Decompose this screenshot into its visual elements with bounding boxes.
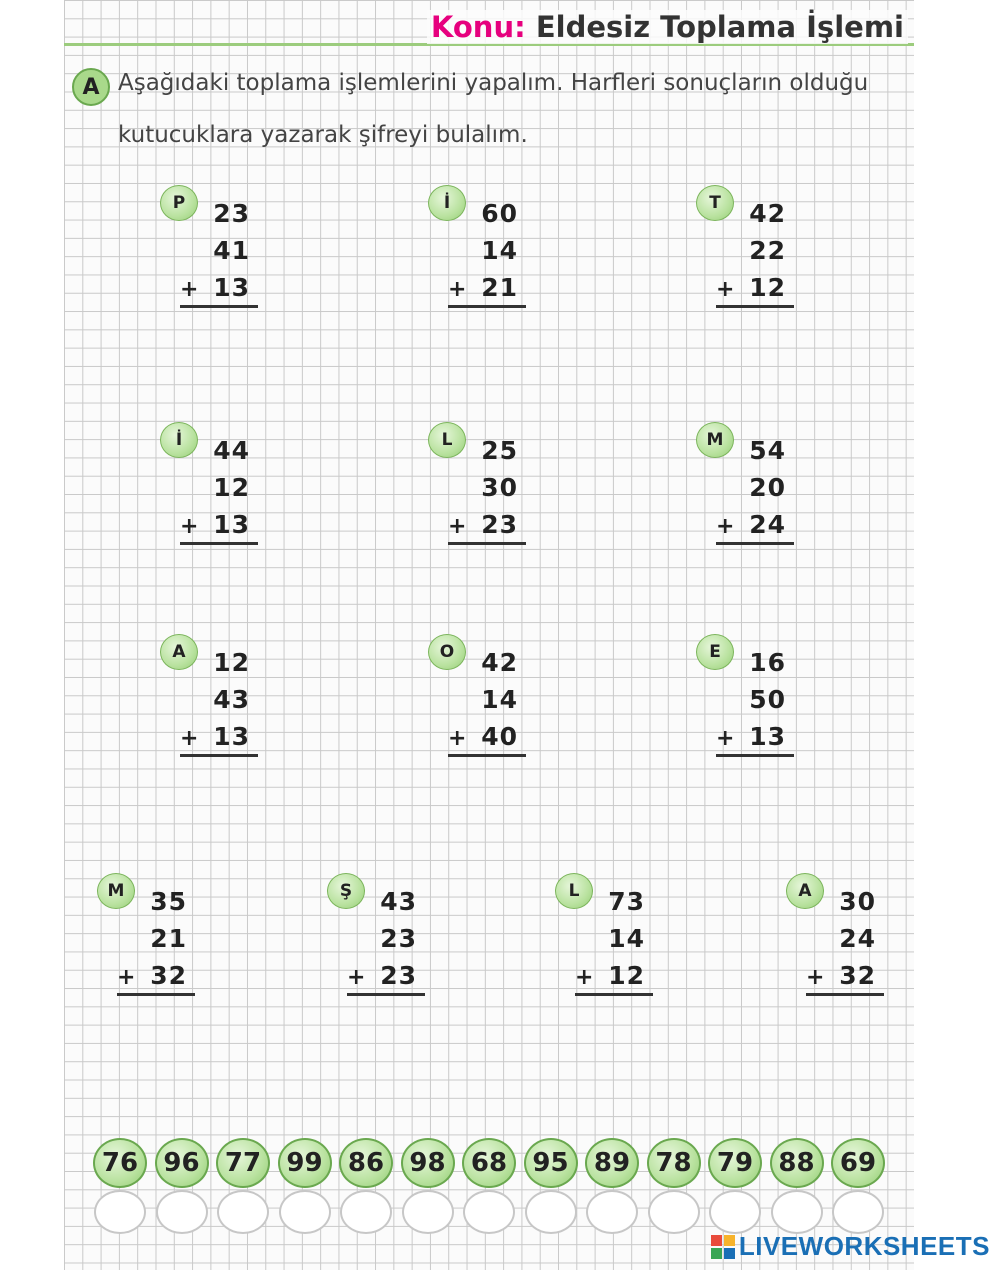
addend-2: 23 (380, 924, 417, 953)
addend-3: 24 (749, 510, 786, 539)
letter-answer-slot[interactable] (94, 1190, 146, 1234)
plus-sign: + (180, 726, 199, 751)
addition-problem (786, 873, 916, 1023)
addition-problem (97, 873, 227, 1023)
addition-problem (160, 422, 290, 572)
plus-sign: + (716, 277, 735, 302)
letter-answer-slot[interactable] (586, 1190, 638, 1234)
addend-1: 42 (749, 199, 786, 228)
addend-3: 13 (749, 722, 786, 751)
addend-3: 32 (150, 961, 187, 990)
addition-problem (428, 422, 558, 572)
addition-problem (160, 185, 290, 335)
answer-number-bubble: 99 (278, 1138, 332, 1188)
addend-2: 14 (481, 236, 518, 265)
instruction-line-2: kutucuklara yazarak şifreyi bulalım. (118, 122, 528, 148)
plus-sign: + (347, 965, 366, 990)
problem-letter-bubble: L (428, 422, 466, 458)
answer-number-bubble: 95 (524, 1138, 578, 1188)
addend-3: 12 (608, 961, 645, 990)
answer-number-bubble: 77 (216, 1138, 270, 1188)
letter-answer-slot[interactable] (648, 1190, 700, 1234)
answer-number-bubble: 76 (93, 1138, 147, 1188)
liveworksheets-logo-icon (711, 1235, 735, 1259)
answer-number-bubble: 79 (708, 1138, 762, 1188)
sum-underline (716, 305, 794, 308)
addend-1: 73 (608, 887, 645, 916)
addend-3: 13 (213, 722, 250, 751)
sum-underline (117, 993, 195, 996)
plus-sign: + (180, 277, 199, 302)
addition-problem (696, 422, 826, 572)
addend-3: 32 (839, 961, 876, 990)
letter-answer-slot[interactable] (771, 1190, 823, 1234)
letter-answer-slot[interactable] (340, 1190, 392, 1234)
problem-letter-bubble: O (428, 634, 466, 670)
letter-answer-slot[interactable] (463, 1190, 515, 1234)
addition-problem (428, 634, 558, 784)
answer-number-bubble: 86 (339, 1138, 393, 1188)
letter-answer-slot[interactable] (279, 1190, 331, 1234)
plus-sign: + (448, 514, 467, 539)
plus-sign: + (716, 726, 735, 751)
plus-sign: + (180, 514, 199, 539)
sum-underline (347, 993, 425, 996)
addend-1: 44 (213, 436, 250, 465)
problem-letter-bubble: T (696, 185, 734, 221)
problem-letter-bubble: A (160, 634, 198, 670)
letter-answer-slot[interactable] (217, 1190, 269, 1234)
addend-2: 22 (749, 236, 786, 265)
addend-2: 12 (213, 473, 250, 502)
answer-number-bubble: 96 (155, 1138, 209, 1188)
addend-3: 13 (213, 273, 250, 302)
sum-underline (575, 993, 653, 996)
plus-sign: + (575, 965, 594, 990)
page-title (427, 10, 908, 44)
topic-title: Eldesiz Toplama İşlemi (535, 10, 904, 44)
problem-letter-bubble: Ş (327, 873, 365, 909)
sum-underline (180, 305, 258, 308)
letter-answer-slot[interactable] (709, 1190, 761, 1234)
problem-letter-bubble: İ (428, 185, 466, 221)
addend-2: 14 (481, 685, 518, 714)
problem-letter-bubble: İ (160, 422, 198, 458)
addend-2: 21 (150, 924, 187, 953)
problem-letter-bubble: A (786, 873, 824, 909)
addition-problem (555, 873, 685, 1023)
addend-2: 50 (749, 685, 786, 714)
answer-number-bubble: 89 (585, 1138, 639, 1188)
addend-3: 23 (481, 510, 518, 539)
letter-answer-slot[interactable] (525, 1190, 577, 1234)
addend-3: 40 (481, 722, 518, 751)
letter-answer-slot[interactable] (832, 1190, 884, 1234)
addition-problem (160, 634, 290, 784)
sum-underline (716, 542, 794, 545)
plus-sign: + (806, 965, 825, 990)
addend-2: 20 (749, 473, 786, 502)
addition-problem (327, 873, 457, 1023)
answer-number-bubble: 68 (462, 1138, 516, 1188)
plus-sign: + (117, 965, 136, 990)
addend-1: 16 (749, 648, 786, 677)
sum-underline (180, 754, 258, 757)
plus-sign: + (716, 514, 735, 539)
liveworksheets-footer (711, 1231, 990, 1262)
problem-letter-bubble: L (555, 873, 593, 909)
addend-2: 14 (608, 924, 645, 953)
addend-1: 42 (481, 648, 518, 677)
letter-answer-slot[interactable] (402, 1190, 454, 1234)
problem-letter-bubble: E (696, 634, 734, 670)
answer-number-bubble: 78 (647, 1138, 701, 1188)
addition-problem (428, 185, 558, 335)
addend-1: 12 (213, 648, 250, 677)
sum-underline (448, 305, 526, 308)
addend-2: 30 (481, 473, 518, 502)
addend-1: 60 (481, 199, 518, 228)
answer-number-bubble: 88 (770, 1138, 824, 1188)
plus-sign: + (448, 726, 467, 751)
sum-underline (448, 542, 526, 545)
addend-1: 25 (481, 436, 518, 465)
addend-1: 23 (213, 199, 250, 228)
addend-2: 43 (213, 685, 250, 714)
section-badge: A (72, 68, 110, 106)
problem-letter-bubble: M (97, 873, 135, 909)
topic-label: Konu: (430, 10, 526, 44)
answer-row (93, 1138, 893, 1238)
problem-letter-bubble: P (160, 185, 198, 221)
sum-underline (180, 542, 258, 545)
plus-sign: + (448, 277, 467, 302)
instruction-line-1: Aşağıdaki toplama işlemlerini yapalım. Harfleri sonuçların olduğu (118, 70, 869, 96)
addend-3: 23 (380, 961, 417, 990)
addend-1: 54 (749, 436, 786, 465)
answer-number-bubble: 98 (401, 1138, 455, 1188)
letter-answer-slot[interactable] (156, 1190, 208, 1234)
answer-number-bubble: 69 (831, 1138, 885, 1188)
problem-letter-bubble: M (696, 422, 734, 458)
footer-brand: LIVEWORKSHEETS (738, 1231, 990, 1261)
sum-underline (448, 754, 526, 757)
addend-2: 24 (839, 924, 876, 953)
addend-1: 30 (839, 887, 876, 916)
sum-underline (716, 754, 794, 757)
addend-1: 43 (380, 887, 417, 916)
sum-underline (806, 993, 884, 996)
addend-3: 12 (749, 273, 786, 302)
addition-problem (696, 185, 826, 335)
addend-2: 41 (213, 236, 250, 265)
addition-problem (696, 634, 826, 784)
addend-3: 13 (213, 510, 250, 539)
addend-1: 35 (150, 887, 187, 916)
addend-3: 21 (481, 273, 518, 302)
